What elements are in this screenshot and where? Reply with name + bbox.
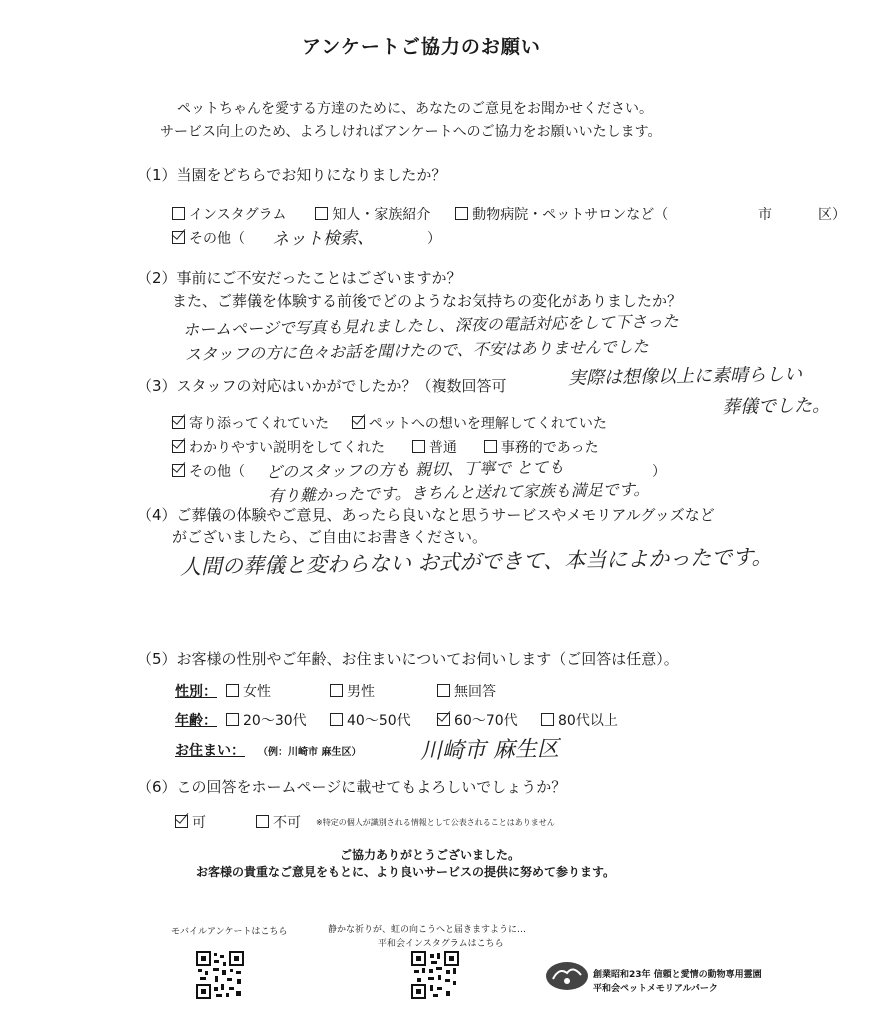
q5-gender-none-label: 無回答 <box>454 684 496 700</box>
footer-rainbow-text: 静かな祈りが、虹の向こうへと届きますように… <box>328 925 527 935</box>
q1-other-answer: ネット検索、 <box>271 228 375 250</box>
q2-answer-line-3: 実際は想像以上に素晴らしい <box>567 363 803 390</box>
q5-address-example: （例：川崎市 麻生区） <box>258 747 362 758</box>
q5-address-label: お住まい： <box>175 743 245 759</box>
q5-age-60-70-label: 60〜70代 <box>454 713 518 729</box>
q5-age-80 <box>541 710 618 730</box>
q3-opt3-label: わかりやすい説明をしてくれた <box>189 440 385 456</box>
footer-company-line-1: 創業昭和23年 信頼と愛情の動物専用霊園 <box>593 970 762 980</box>
q2-answer-line-4: 葬儀でした。 <box>721 395 831 418</box>
q5-gender-male-checkbox[interactable] <box>330 684 343 697</box>
intro-line-2: サービス向上のため、よろしければアンケートへのご協力をお願いいたします。 <box>160 124 662 140</box>
q1-friend-label: 知人・家族紹介 <box>332 207 431 223</box>
q3-opt2-checkbox[interactable] <box>352 416 365 429</box>
q5-question: （5）お客様の性別やご年齢、お住まいについてお伺いします（ご回答は任意）。 <box>137 650 679 668</box>
q3-opt5-label: 事務的であった <box>500 440 599 456</box>
q3-opt4-checkbox[interactable] <box>412 440 425 453</box>
q5-age-label: 年齢： <box>175 713 217 729</box>
mobile-qr-code[interactable] <box>196 951 244 999</box>
q3-row-1 <box>172 413 607 433</box>
footer-company-line-2: 平和会ペットメモリアルパーク <box>593 984 718 994</box>
q5-gender-label: 性別： <box>175 684 217 700</box>
q3-other-row <box>172 461 245 481</box>
intro-line-1: ペットちゃんを愛する方達のために、あなたのご意見をお聞かせください。 <box>177 101 653 117</box>
q5-age-80-checkbox[interactable] <box>541 713 554 726</box>
q3-opt2-label: ペットへの想いを理解してくれていた <box>368 416 607 432</box>
q3-other-label: その他（ <box>189 464 245 480</box>
qr-code-icon <box>196 951 244 999</box>
q5-gender-female-checkbox[interactable] <box>226 684 239 697</box>
footer-instagram-text: 平和会インスタグラムはこちら <box>378 939 504 949</box>
q5-age-40-50-checkbox[interactable] <box>330 713 343 726</box>
q6-no-checkbox[interactable] <box>256 815 269 828</box>
q5-gender-male <box>330 681 375 701</box>
q6-yes-checkbox[interactable] <box>175 815 188 828</box>
q1-ward-label: 区） <box>818 207 846 223</box>
qr-code-icon <box>411 951 459 999</box>
q3-question: （3）スタッフの対応はいかがでしたか？（複数回答可 <box>137 377 507 395</box>
q1-instagram-checkbox[interactable] <box>172 207 185 220</box>
q2-question-2: また、ご葬儀を体験する前後でどのようなお気持ちの変化がありましたか？ <box>172 292 683 310</box>
q6-no-label: 不可 <box>273 815 301 831</box>
q1-question: （1）当園をどちらでお知りになりましたか？ <box>137 166 447 184</box>
q5-age-20-30 <box>226 710 307 730</box>
q2-answer-line-1: ホームページで写真も見れましたし、深夜の電話対応をして下さった <box>182 311 679 340</box>
q3-other-answer-2: 有り難かったです。きちんと送れて家族も満足です。 <box>267 479 650 506</box>
q5-gender-male-label: 男性 <box>347 684 375 700</box>
q6-note: ※特定の個人が識別される情報として公表されることはありません <box>316 818 555 827</box>
q1-hospital-checkbox[interactable] <box>455 207 468 220</box>
thanks-line-2: お客様の貴重なご意見をもとに、より良いサービスの提供に努めて参ります。 <box>196 865 616 879</box>
q3-other-answer-1: どのスタッフの方も 親切、丁寧で とても <box>265 457 565 482</box>
q4-question-2: がございましたら、ご自由にお書きください。 <box>172 528 488 546</box>
q5-age-20-30-label: 20〜30代 <box>243 713 307 729</box>
company-logo <box>545 961 589 991</box>
q1-other-row <box>172 228 245 248</box>
q6-yes <box>175 812 206 832</box>
q5-gender-female-label: 女性 <box>243 684 271 700</box>
q6-no <box>256 812 301 832</box>
q3-opt1-checkbox[interactable] <box>172 416 185 429</box>
q5-age-60-70 <box>437 710 518 730</box>
footer-mobile-text: モバイルアンケートはこちら <box>171 927 288 937</box>
q3-other-checkbox[interactable] <box>172 464 185 477</box>
q3-opt3-checkbox[interactable] <box>172 440 185 453</box>
q1-other-label: その他（ <box>189 231 245 247</box>
q2-question: （2）事前にご不安だったことはございますか？ <box>137 269 462 287</box>
q3-opt1-label: 寄り添ってくれていた <box>189 416 329 432</box>
q1-other-checkbox[interactable] <box>172 231 185 244</box>
q3-other-close: ） <box>652 464 666 480</box>
q1-city-label: 市 <box>758 207 772 223</box>
q5-gender-none <box>437 681 496 701</box>
q1-other-close: ） <box>427 231 441 247</box>
q4-answer: 人間の葬儀と変わらない お式ができて、本当によかったです。 <box>179 544 773 580</box>
q1-hospital-label: 動物病院・ペットサロンなど（ <box>472 207 669 223</box>
q5-age-60-70-checkbox[interactable] <box>437 713 450 726</box>
q2-answer-line-2: スタッフの方に色々お話を聞けたので、不安はありませんでした <box>184 336 649 365</box>
page-title: アンケートご協力のお願い <box>302 36 541 58</box>
q5-address-answer: 川崎市 麻生区 <box>419 736 560 765</box>
thanks-line-1: ご協力ありがとうございました。 <box>340 848 521 862</box>
q1-instagram-label: インスタグラム <box>189 207 287 223</box>
q5-gender-female <box>226 681 271 701</box>
q6-question: （6）この回答をホームページに載せてもよろしいでしょうか？ <box>137 778 567 796</box>
q1-options-row <box>172 204 668 224</box>
q3-opt4-label: 普通 <box>428 440 457 456</box>
q4-question: （4）ご葬儀の体験やご意見、あったら良いなと思うサービスやメモリアルグッズなど <box>137 506 715 524</box>
q5-age-20-30-checkbox[interactable] <box>226 713 239 726</box>
q5-age-40-50 <box>330 710 411 730</box>
q6-yes-label: 可 <box>192 815 206 831</box>
q1-friend-checkbox[interactable] <box>315 207 328 220</box>
instagram-qr-code[interactable] <box>411 951 459 999</box>
q3-opt5-checkbox[interactable] <box>484 440 497 453</box>
logo-icon <box>545 961 589 991</box>
q5-age-80-label: 80代以上 <box>558 713 618 729</box>
q5-gender-none-checkbox[interactable] <box>437 684 450 697</box>
q5-age-40-50-label: 40〜50代 <box>347 713 411 729</box>
